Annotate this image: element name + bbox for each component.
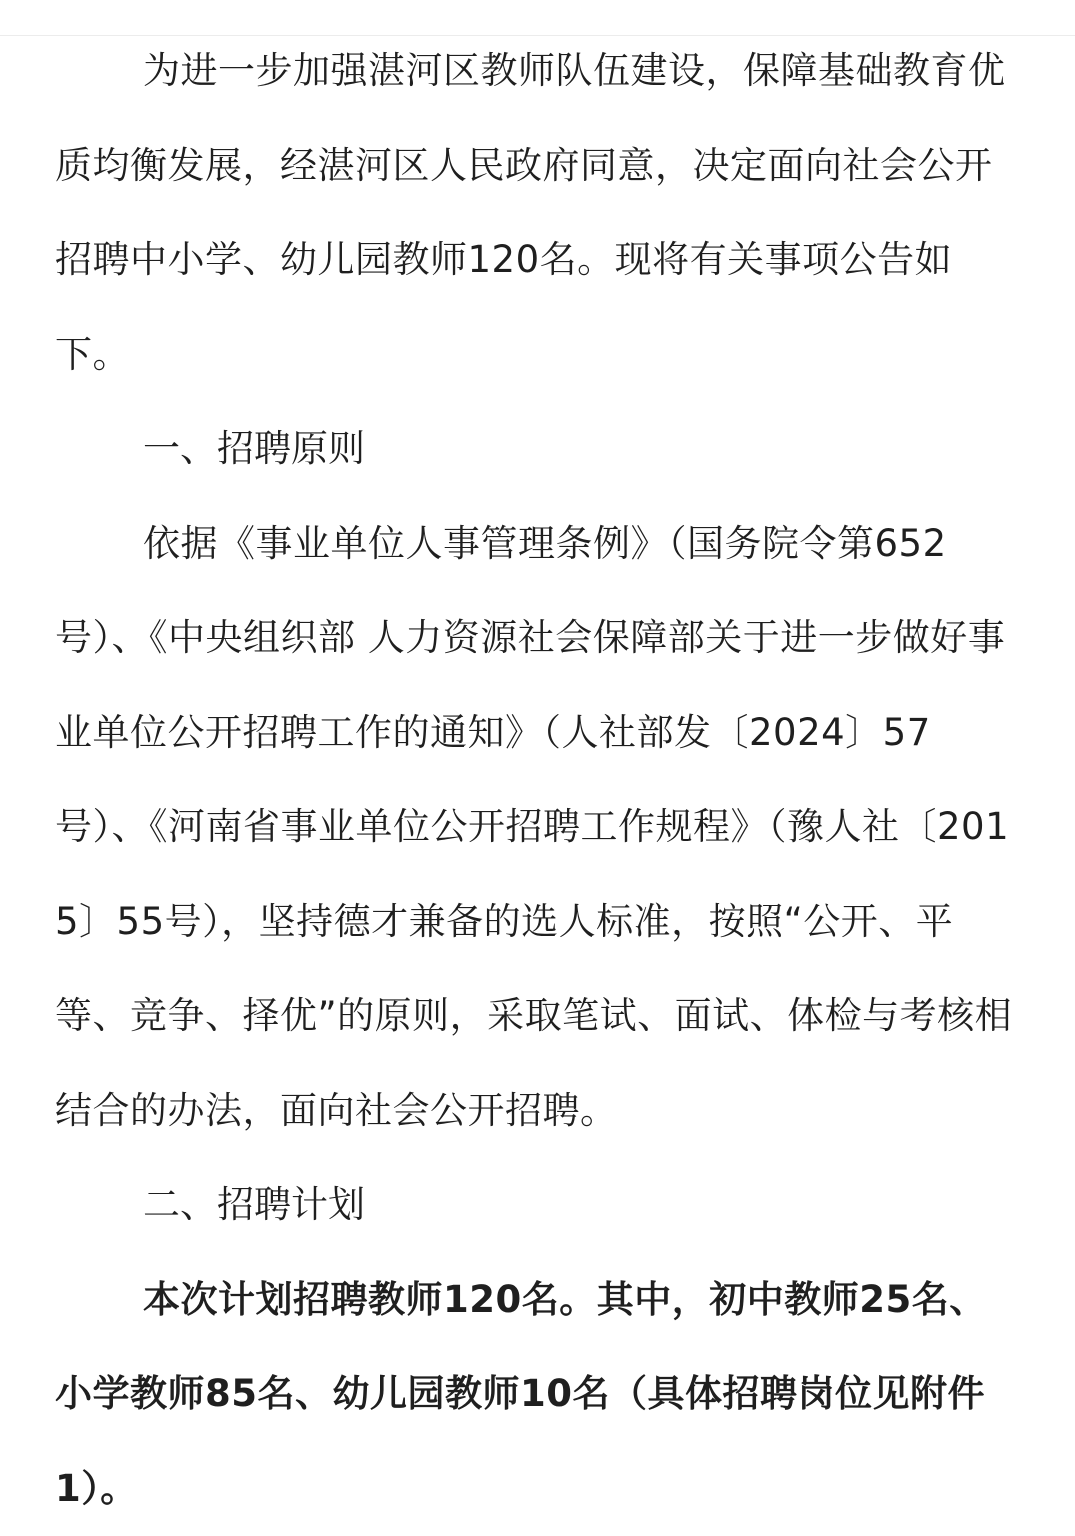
principles-paragraph: 依据《事业单位人事管理条例》（国务院令第652号）、《中央组织部 人力资源社会保障部关于进一步做好事业单位公开招聘工作的通知》（人社部发〔2024〕57号）、《河南省事业单位公开招聘工作规程》（豫人社〔2015〕55号），坚持德才兼备的选人标准，按照“公开、平等、竞争、择优”的原则，采取笔试、面试、体检与考核相结合的办法，面向社会公开招聘。	[55, 497, 1020, 1159]
plan-paragraph: 本次计划招聘教师120名。其中，初中教师25名、小学教师85名、幼儿园教师10名（具体招聘岗位见附件1）。	[55, 1253, 1020, 1536]
intro-paragraph: 为进一步加强湛河区教师队伍建设，保障基础教育优质均衡发展，经湛河区人民政府同意，决定面向社会公开招聘中小学、幼儿园教师120名。现将有关事项公告如下。	[55, 24, 1020, 402]
section-heading-plan: 二、招聘计划	[55, 1158, 1020, 1253]
announcement-article	[55, 24, 1020, 1536]
section-heading-principles: 一、招聘原则	[55, 402, 1020, 497]
